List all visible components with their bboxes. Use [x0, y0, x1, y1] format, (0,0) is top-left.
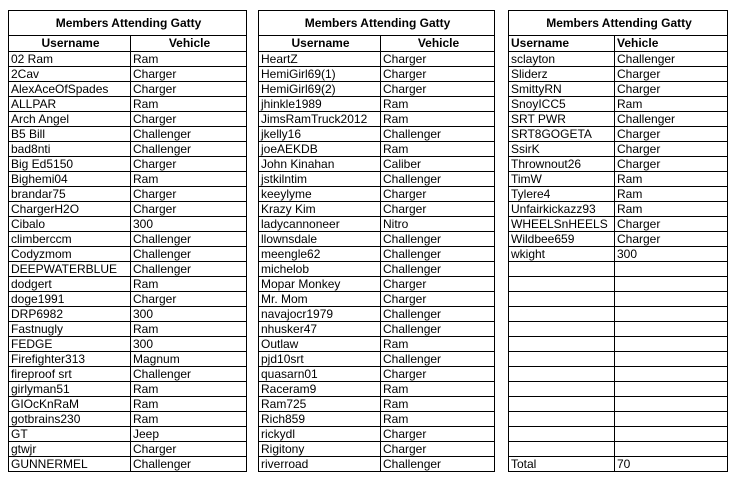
username-cell: HemiGirl69(2): [259, 82, 381, 97]
username-cell: B5 Bill: [9, 127, 131, 142]
table-row: [9, 412, 247, 427]
table-row: [9, 82, 247, 97]
table-row: [259, 427, 495, 442]
empty-row: [509, 412, 728, 427]
username-cell: DEEPWATERBLUE: [9, 262, 131, 277]
vehicle-cell: 300: [615, 247, 728, 262]
username-cell: GIOcKnRaM: [9, 397, 131, 412]
vehicle-cell: Challenger: [131, 247, 247, 262]
table-row: [259, 67, 495, 82]
vehicle-cell: Charger: [615, 142, 728, 157]
column-header-vehicle: Vehicle: [381, 36, 495, 52]
username-cell: GUNNERMEL: [9, 457, 131, 472]
username-cell: TimW: [509, 172, 615, 187]
table-row: [509, 142, 728, 157]
empty-cell: [615, 262, 728, 277]
table-row: [259, 247, 495, 262]
vehicle-cell: Charger: [381, 202, 495, 217]
vehicle-cell: Charger: [131, 112, 247, 127]
username-cell: Wildbee659: [509, 232, 615, 247]
empty-row: [509, 307, 728, 322]
members-table-2: [258, 10, 495, 472]
table-row: [259, 352, 495, 367]
empty-row: [509, 277, 728, 292]
table-row: [9, 187, 247, 202]
username-cell: FEDGE: [9, 337, 131, 352]
vehicle-cell: Challenger: [381, 457, 495, 472]
vehicle-cell: Magnum: [131, 352, 247, 367]
empty-cell: [615, 352, 728, 367]
username-cell: dodgert: [9, 277, 131, 292]
username-cell: Cibalo: [9, 217, 131, 232]
empty-cell: [615, 397, 728, 412]
empty-cell: [509, 277, 615, 292]
vehicle-cell: Challenger: [131, 262, 247, 277]
table-row: [9, 322, 247, 337]
table-row: [259, 397, 495, 412]
empty-cell: [615, 307, 728, 322]
vehicle-cell: Ram: [381, 382, 495, 397]
table-row: [259, 277, 495, 292]
username-cell: WHEELSnHEELS: [509, 217, 615, 232]
username-cell: Mopar Monkey: [259, 277, 381, 292]
table-row: [9, 457, 247, 472]
username-cell: ladycannoneer: [259, 217, 381, 232]
vehicle-cell: Challenger: [131, 367, 247, 382]
table-row: [259, 457, 495, 472]
username-cell: fireproof srt: [9, 367, 131, 382]
username-cell: wkight: [509, 247, 615, 262]
username-cell: HemiGirl69(1): [259, 67, 381, 82]
table-title: Members Attending Gatty: [9, 11, 247, 36]
table-row: [259, 262, 495, 277]
empty-cell: [509, 307, 615, 322]
vehicle-cell: Ram: [381, 412, 495, 427]
vehicle-cell: Charger: [615, 217, 728, 232]
table-row: [259, 337, 495, 352]
username-cell: Sliderz: [509, 67, 615, 82]
username-cell: Tylere4: [509, 187, 615, 202]
empty-cell: [615, 367, 728, 382]
table-row: [9, 247, 247, 262]
table-row: [509, 157, 728, 172]
username-cell: SnoyICC5: [509, 97, 615, 112]
table-row: [9, 367, 247, 382]
username-cell: jhinkle1989: [259, 97, 381, 112]
table-row: [259, 142, 495, 157]
vehicle-cell: Challenger: [381, 322, 495, 337]
vehicle-cell: Ram: [381, 142, 495, 157]
empty-row: [509, 292, 728, 307]
table-row: [509, 82, 728, 97]
username-cell: bad8nti: [9, 142, 131, 157]
vehicle-cell: Challenger: [381, 262, 495, 277]
vehicle-cell: Challenger: [381, 352, 495, 367]
vehicle-cell: Challenger: [615, 112, 728, 127]
table-row: [259, 172, 495, 187]
vehicle-cell: Charger: [131, 187, 247, 202]
vehicle-cell: Challenger: [381, 307, 495, 322]
username-cell: rickydl: [259, 427, 381, 442]
empty-cell: [509, 382, 615, 397]
table-row: [9, 97, 247, 112]
table-row: [9, 232, 247, 247]
empty-row: [509, 382, 728, 397]
total-row: [509, 457, 728, 472]
empty-row: [509, 262, 728, 277]
vehicle-cell: Ram: [131, 322, 247, 337]
username-cell: Ram725: [259, 397, 381, 412]
vehicle-cell: Challenger: [381, 247, 495, 262]
username-cell: SsirK: [509, 142, 615, 157]
table-row: [9, 337, 247, 352]
empty-cell: [615, 337, 728, 352]
table-row: [509, 202, 728, 217]
username-cell: riverroad: [259, 457, 381, 472]
vehicle-cell: Caliber: [381, 157, 495, 172]
username-cell: meengle62: [259, 247, 381, 262]
vehicle-cell: Challenger: [381, 232, 495, 247]
column-header-username: Username: [259, 36, 381, 52]
username-cell: 2Cav: [9, 67, 131, 82]
vehicle-cell: Challenger: [131, 142, 247, 157]
username-cell: ALLPAR: [9, 97, 131, 112]
table-row: [259, 412, 495, 427]
username-cell: SmittyRN: [509, 82, 615, 97]
vehicle-cell: Charger: [381, 52, 495, 67]
table-row: [259, 127, 495, 142]
username-cell: llownsdale: [259, 232, 381, 247]
vehicle-cell: Ram: [381, 97, 495, 112]
empty-cell: [615, 412, 728, 427]
table-row: [259, 367, 495, 382]
table-row: [509, 67, 728, 82]
vehicle-cell: Jeep: [131, 427, 247, 442]
table-row: [259, 442, 495, 457]
vehicle-cell: Ram: [615, 172, 728, 187]
empty-cell: [615, 442, 728, 457]
vehicle-cell: Charger: [381, 277, 495, 292]
table-row: [509, 247, 728, 262]
username-cell: keeylyme: [259, 187, 381, 202]
table-row: [259, 382, 495, 397]
username-cell: Outlaw: [259, 337, 381, 352]
empty-cell: [509, 427, 615, 442]
username-cell: Fastnugly: [9, 322, 131, 337]
vehicle-cell: Charger: [615, 232, 728, 247]
username-cell: climberccm: [9, 232, 131, 247]
vehicle-cell: Ram: [615, 187, 728, 202]
username-cell: Rigitony: [259, 442, 381, 457]
vehicle-cell: 300: [131, 217, 247, 232]
vehicle-cell: Ram: [381, 112, 495, 127]
table-row: [259, 187, 495, 202]
empty-cell: [615, 382, 728, 397]
empty-row: [509, 442, 728, 457]
username-cell: Codyzmom: [9, 247, 131, 262]
empty-cell: [509, 292, 615, 307]
table-row: [9, 52, 247, 67]
table-row: [509, 232, 728, 247]
table-row: [9, 427, 247, 442]
vehicle-cell: Ram: [131, 52, 247, 67]
username-cell: jkelly16: [259, 127, 381, 142]
empty-cell: [509, 367, 615, 382]
vehicle-cell: Ram: [615, 202, 728, 217]
username-cell: Firefighter313: [9, 352, 131, 367]
vehicle-cell: Challenger: [131, 232, 247, 247]
username-cell: 02 Ram: [9, 52, 131, 67]
vehicle-cell: Ram: [381, 397, 495, 412]
table-row: [9, 202, 247, 217]
username-cell: SRT PWR: [509, 112, 615, 127]
vehicle-cell: Charger: [615, 82, 728, 97]
table-row: [9, 112, 247, 127]
vehicle-cell: Charger: [131, 157, 247, 172]
table-row: [9, 307, 247, 322]
empty-row: [509, 337, 728, 352]
vehicle-cell: Challenger: [381, 172, 495, 187]
table-row: [259, 232, 495, 247]
vehicle-cell: Charger: [381, 367, 495, 382]
table-row: [9, 157, 247, 172]
username-cell: gotbrains230: [9, 412, 131, 427]
empty-cell: [509, 352, 615, 367]
username-cell: quasarn01: [259, 367, 381, 382]
empty-row: [509, 322, 728, 337]
vehicle-cell: Charger: [381, 67, 495, 82]
vehicle-cell: Ram: [131, 382, 247, 397]
vehicle-cell: Ram: [131, 412, 247, 427]
table-row: [509, 172, 728, 187]
empty-cell: [615, 277, 728, 292]
vehicle-cell: Charger: [131, 292, 247, 307]
table-title: Members Attending Gatty: [509, 11, 728, 36]
empty-cell: [509, 262, 615, 277]
vehicle-cell: Ram: [131, 277, 247, 292]
empty-cell: [509, 412, 615, 427]
username-cell: Rich859: [259, 412, 381, 427]
vehicle-cell: Charger: [131, 67, 247, 82]
empty-cell: [615, 322, 728, 337]
table-row: [259, 112, 495, 127]
table-row: [259, 82, 495, 97]
vehicle-cell: Challenger: [131, 457, 247, 472]
table-row: [9, 142, 247, 157]
username-cell: SRT8GOGETA: [509, 127, 615, 142]
table-row: [509, 52, 728, 67]
vehicle-cell: Challenger: [131, 127, 247, 142]
username-cell: nhusker47: [259, 322, 381, 337]
username-cell: Krazy Kim: [259, 202, 381, 217]
table-row: [259, 292, 495, 307]
username-cell: doge1991: [9, 292, 131, 307]
empty-cell: [509, 397, 615, 412]
vehicle-cell: Charger: [381, 82, 495, 97]
table-row: [509, 217, 728, 232]
table-row: [259, 202, 495, 217]
column-header-vehicle: Vehicle: [615, 36, 728, 52]
vehicle-cell: Ram: [131, 97, 247, 112]
vehicle-cell: Charger: [615, 157, 728, 172]
vehicle-cell: Ram: [615, 97, 728, 112]
table-row: [259, 157, 495, 172]
total-value: 70: [615, 457, 728, 472]
vehicle-cell: 300: [131, 337, 247, 352]
total-label: Total: [509, 457, 615, 472]
username-cell: girlyman51: [9, 382, 131, 397]
vehicle-cell: Charger: [381, 442, 495, 457]
table-row: [509, 112, 728, 127]
table-row: [9, 277, 247, 292]
empty-row: [509, 367, 728, 382]
username-cell: Raceram9: [259, 382, 381, 397]
username-cell: brandar75: [9, 187, 131, 202]
table-row: [9, 172, 247, 187]
username-cell: JimsRamTruck2012: [259, 112, 381, 127]
vehicle-cell: Ram: [131, 397, 247, 412]
username-cell: HeartZ: [259, 52, 381, 67]
column-header-username: Username: [9, 36, 131, 52]
username-cell: Big Ed5150: [9, 157, 131, 172]
table-row: [259, 307, 495, 322]
vehicle-cell: Charger: [381, 187, 495, 202]
vehicle-cell: Charger: [615, 127, 728, 142]
table-row: [9, 382, 247, 397]
table-row: [509, 97, 728, 112]
table-row: [9, 292, 247, 307]
vehicle-cell: Charger: [131, 202, 247, 217]
vehicle-cell: Charger: [381, 427, 495, 442]
table-row: [9, 442, 247, 457]
vehicle-cell: Charger: [381, 292, 495, 307]
empty-cell: [615, 292, 728, 307]
vehicle-cell: Nitro: [381, 217, 495, 232]
vehicle-cell: Charger: [615, 67, 728, 82]
members-table-3: [508, 10, 728, 472]
vehicle-cell: Ram: [381, 337, 495, 352]
vehicle-cell: Ram: [131, 172, 247, 187]
username-cell: Arch Angel: [9, 112, 131, 127]
empty-row: [509, 352, 728, 367]
table-row: [259, 52, 495, 67]
username-cell: John Kinahan: [259, 157, 381, 172]
table-row: [9, 217, 247, 232]
username-cell: Bighemi04: [9, 172, 131, 187]
vehicle-cell: Challenger: [615, 52, 728, 67]
column-header-vehicle: Vehicle: [131, 36, 247, 52]
table-row: [259, 217, 495, 232]
empty-row: [509, 397, 728, 412]
username-cell: Mr. Mom: [259, 292, 381, 307]
username-cell: DRP6982: [9, 307, 131, 322]
table-row: [259, 97, 495, 112]
username-cell: ChargerH2O: [9, 202, 131, 217]
vehicle-cell: Charger: [131, 442, 247, 457]
username-cell: jstkilntim: [259, 172, 381, 187]
table-row: [9, 352, 247, 367]
username-cell: navajocr1979: [259, 307, 381, 322]
vehicle-cell: Challenger: [381, 127, 495, 142]
username-cell: michelob: [259, 262, 381, 277]
username-cell: Unfairkickazz93: [509, 202, 615, 217]
table-row: [9, 397, 247, 412]
vehicle-cell: 300: [131, 307, 247, 322]
vehicle-cell: Charger: [131, 82, 247, 97]
table-title: Members Attending Gatty: [259, 11, 495, 36]
username-cell: sclayton: [509, 52, 615, 67]
table-row: [259, 322, 495, 337]
empty-cell: [615, 427, 728, 442]
username-cell: joeAEKDB: [259, 142, 381, 157]
members-table-1: [8, 10, 247, 472]
table-row: [9, 127, 247, 142]
column-header-username: Username: [509, 36, 615, 52]
username-cell: gtwjr: [9, 442, 131, 457]
username-cell: pjd10srt: [259, 352, 381, 367]
empty-cell: [509, 442, 615, 457]
username-cell: GT: [9, 427, 131, 442]
table-row: [509, 187, 728, 202]
table-row: [9, 262, 247, 277]
empty-cell: [509, 322, 615, 337]
empty-row: [509, 427, 728, 442]
table-row: [9, 67, 247, 82]
username-cell: AlexAceOfSpades: [9, 82, 131, 97]
empty-cell: [509, 337, 615, 352]
username-cell: Thrownout26: [509, 157, 615, 172]
table-row: [509, 127, 728, 142]
